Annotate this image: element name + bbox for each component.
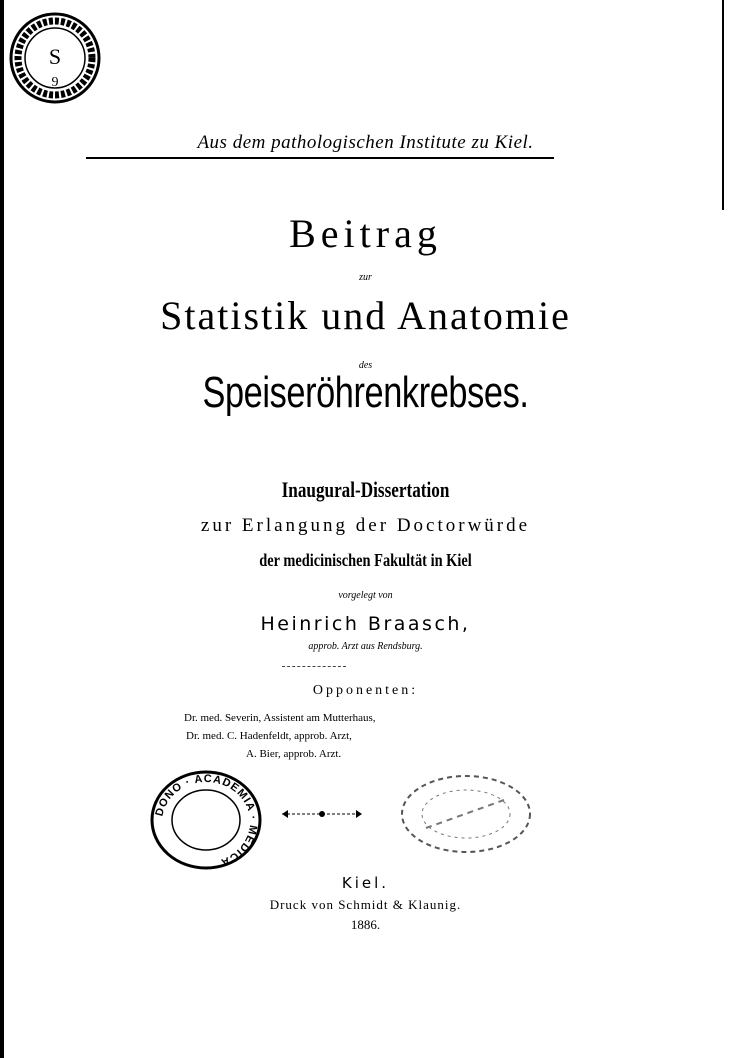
opponent-2: Dr. med. C. Hadenfeldt, approb. Arzt,: [186, 730, 352, 742]
title-connector-zur: zur: [359, 272, 372, 283]
academia-stamp-text: DONO · ACADEMIA · MEDICA: [153, 772, 260, 869]
title-connector-des: des: [358, 360, 373, 371]
stamp-code-top: S: [48, 44, 62, 69]
dissertation-faculty: der medicinischen Fakultät in Kiel: [259, 550, 472, 570]
opponent-3: A. Bier, approb. Arzt.: [246, 748, 342, 760]
stamp-code-bottom: 9: [51, 75, 59, 90]
institute-line: Aus dem pathologischen Institute zu Kiel.: [197, 132, 534, 153]
title-line-2: Statistik und Anatomie: [160, 293, 571, 338]
dissertation-type: Inaugural-Dissertation: [281, 477, 450, 502]
dissertation-purpose: zur Erlangung der Doctorwürde: [200, 515, 531, 536]
library-stamp-top-left: [6, 8, 106, 108]
opponent-1: Dr. med. Severin, Assistent am Mutterhaus,: [184, 712, 376, 724]
imprint-printer: Druck von Schmidt & Klaunig.: [269, 897, 462, 912]
title-line-3: Speiseröhrenkrebses.: [202, 368, 529, 417]
title-line-1: Beitrag: [289, 211, 442, 256]
header-rule: [86, 157, 554, 159]
faded-stamp-right: [396, 770, 536, 860]
page-right-edge: [722, 0, 724, 210]
separator: [282, 666, 346, 667]
imprint-year: 1886.: [350, 917, 381, 932]
ornament-divider: [282, 808, 362, 820]
submitted-by: vorgelegt von: [338, 590, 393, 601]
opponents-heading: Opponenten:: [312, 683, 419, 698]
imprint-city: Kiel.: [341, 874, 390, 892]
author-note: approb. Arzt aus Rendsburg.: [308, 641, 423, 652]
author-name: Heinrich Braasch,: [260, 613, 471, 635]
academia-stamp: [146, 768, 266, 872]
